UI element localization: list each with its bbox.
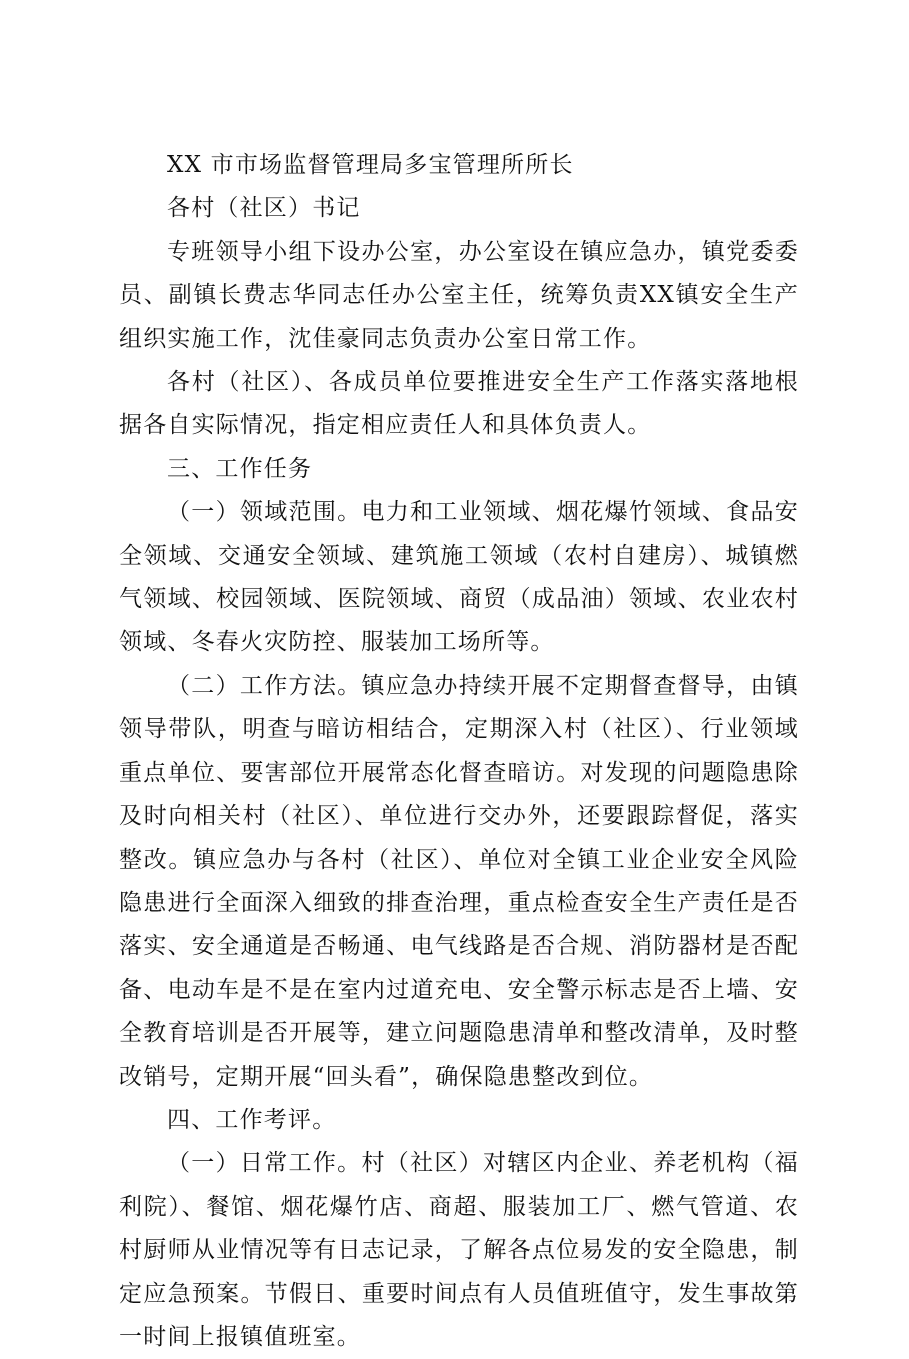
paragraph-supervisor-line: XX 市市场监督管理局多宝管理所所长	[167, 152, 574, 178]
document-body	[119, 144, 799, 1359]
paragraph-units-responsibility: 各村（社区）、各成员单位要推进安全生产工作落实落地根据各自实际情况，指定相应责任人和具体负责人。	[119, 369, 799, 439]
paragraph-domain-scope: （一）领域范围。电力和工业领域、烟花爆竹领域、食品安全领域、交通安全领域、建筑施工领域（农村自建房）、城镇燃气领域、校园领域、医院领域、商贸（成品油）领域、农业农村领域、冬春火灾防控、服装加工场所等。	[119, 499, 799, 656]
paragraph-daily-work: （一）日常工作。村（社区）对辖区内企业、养老机构（福利院）、餐馆、烟花爆竹店、商超、服装加工厂、燃气管道、农村厨师从业情况等有日志记录，了解各点位易发的安全隐患，制定应急预案。节假日、重要时间点有人员值班值守，发生事故第一时间上报镇值班室。	[119, 1150, 799, 1350]
paragraph-village-secretary: 各村（社区）书记	[167, 195, 361, 222]
section-heading-evaluation: 四、工作考评。	[167, 1106, 337, 1133]
paragraph-work-method: （二）工作方法。镇应急办持续开展不定期督查督导，由镇领导带队，明查与暗访相结合，定期深入村（社区）、行业领域重点单位、要害部位开展常态化督查暗访。对发现的问题隐患除及时向相关村（社区）、单位进行交办外，还要跟踪督促，落实整改。镇应急办与各村（社区）、单位对全镇工业企业安全风险隐患进行全面深入细致的排查治理，重点检查安全生产责任是否落实、安全通道是否畅通、电气线路是否合规、消防器材是否配备、电动车是不是在室内过道充电、安全警示标志是否上墙、安全教育培训是否开展等，建立问题隐患清单和整改清单，及时整改销号，定期开展“回头看”，确保隐患整改到位。	[119, 672, 799, 1090]
section-heading-work-tasks: 三、工作任务	[167, 455, 313, 482]
paragraph-office-setup: 专班领导小组下设办公室，办公室设在镇应急办，镇党委委员、副镇长费志华同志任办公室主任，统筹负责XX镇安全生产组织实施工作，沈佳豪同志负责办公室日常工作。	[119, 238, 799, 352]
